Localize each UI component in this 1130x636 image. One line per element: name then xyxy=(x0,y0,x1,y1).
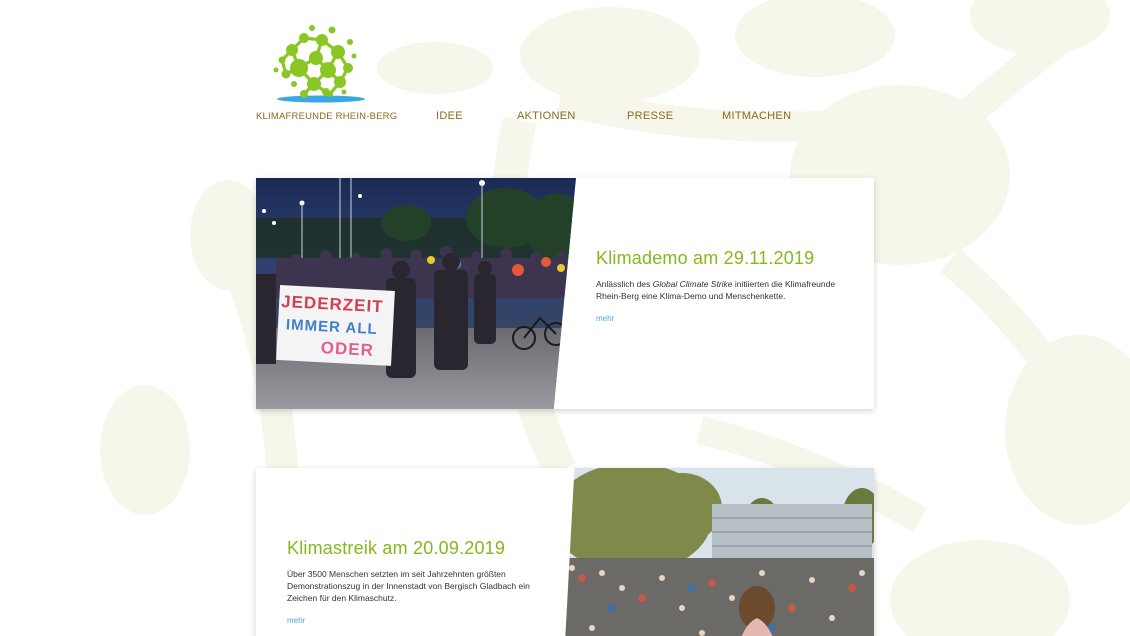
klimademo-content xyxy=(596,248,856,326)
logo-link[interactable] xyxy=(256,22,398,126)
klimastreik-title[interactable]: Klimastreik am 20.09.2019 xyxy=(287,538,506,558)
article-card-klimademo xyxy=(256,178,874,409)
klimademo-text-emphasis: Global Climate Strike xyxy=(652,279,733,289)
brand-name: KLIMAFREUNDE RHEIN-BERG xyxy=(256,111,398,122)
banner-line-3: ODER xyxy=(320,338,375,360)
logo-globe-icon xyxy=(264,22,368,104)
banner-line-1: JEDERZEIT xyxy=(280,292,385,317)
demo-banner xyxy=(278,290,398,362)
site-header xyxy=(256,22,876,132)
klimastreik-more-link[interactable]: mehr xyxy=(287,616,306,625)
nav-mitmachen[interactable]: MITMACHEN xyxy=(722,110,792,122)
klimademo-text xyxy=(596,278,856,302)
klimastreik-content xyxy=(287,538,547,628)
klimademo-text-part-1: Anlässlich des xyxy=(596,279,653,289)
klimastreik-photo[interactable] xyxy=(562,468,874,636)
klimademo-title[interactable]: Klimademo am 29.11.2019 xyxy=(596,248,815,268)
nav-idee[interactable]: IDEE xyxy=(436,110,463,122)
banner-line-2: IMMER ALL xyxy=(285,316,379,339)
klimademo-text-part-2: initiierten die Klimafreunde Rhein-Berg eine Klima-Demo und Menschenkette. xyxy=(596,279,836,301)
nav-aktionen[interactable]: AKTIONEN xyxy=(517,110,576,122)
article-card-klimastreik xyxy=(256,468,874,636)
nav-presse[interactable]: PRESSE xyxy=(627,110,674,122)
klimademo-more-link[interactable]: mehr xyxy=(596,314,615,323)
klimastreik-text: Über 3500 Menschen setzten im seit Jahrzehnten größten Demonstrationszug in der Innenstadt von Bergisch Gladbach ein Zeichen für den Klimaschutz. xyxy=(287,569,530,603)
